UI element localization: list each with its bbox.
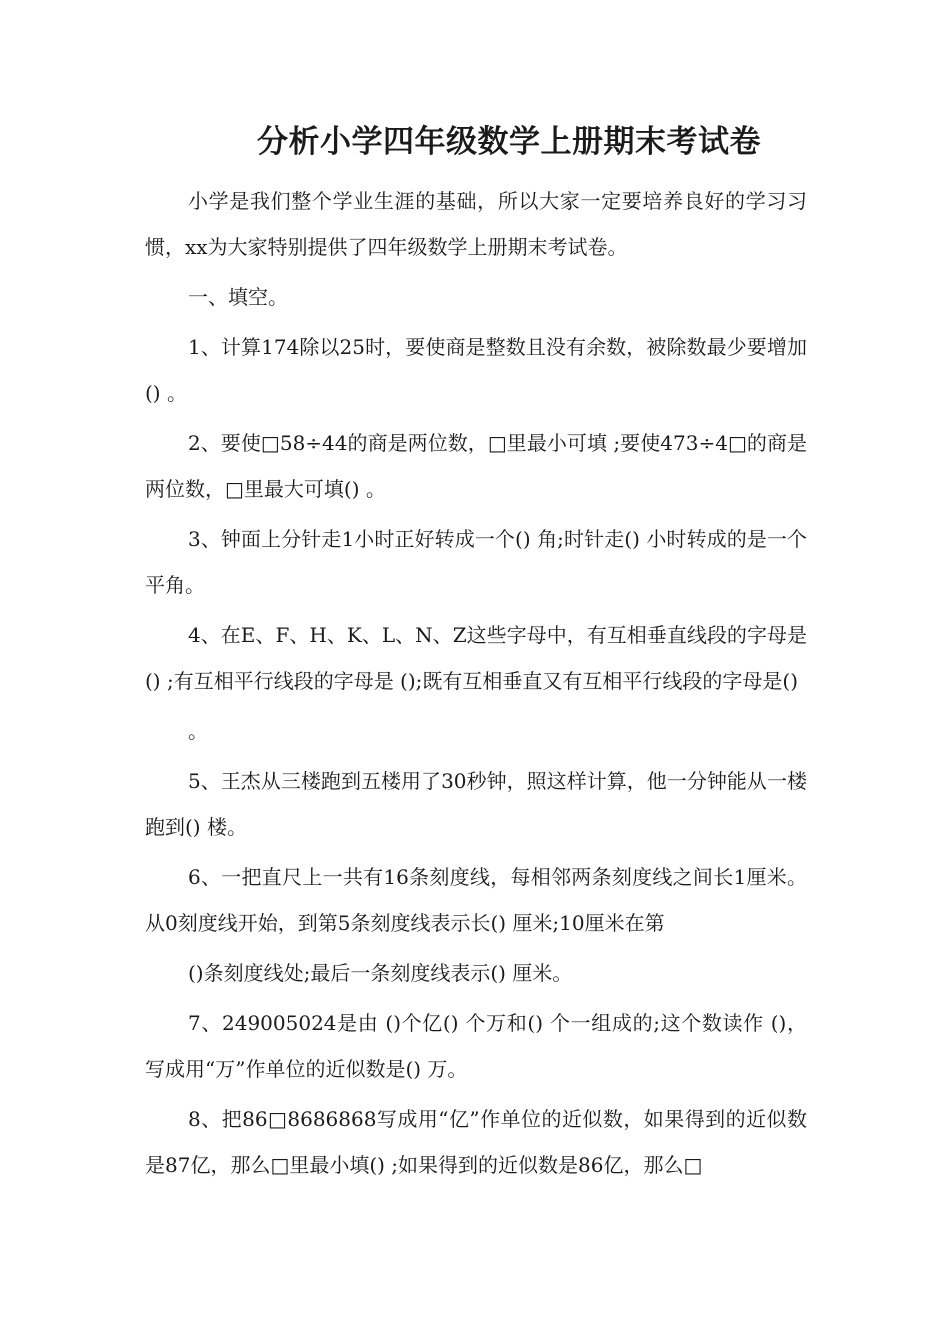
question-6: 6、一把直尺上一共有16条刻度线，每相邻两条刻度线之间长1厘米。从0刻度线开始，到第5条刻度线表示长() 厘米;10厘米在第 — [145, 865, 807, 935]
question-2: 2、要使□58÷44的商是两位数，□里最小可填 ;要使473÷4□的商是两位数，□里最大可填() 。 — [145, 431, 807, 501]
question-4: 4、在E、F、H、K、L、N、Z这些字母中，有互相垂直线段的字母是() ;有互相平行线段的字母是 ();既有互相垂直又有互相平行线段的字母是() — [145, 623, 807, 693]
question-7: 7、249005024是由 ()个亿() 个万和() 个一组成的;这个数读作 ()，写成用“万”作单位的近似数是() 万。 — [145, 1011, 807, 1081]
question-8: 8、把86□8686868写成用“亿”作单位的近似数，如果得到的近似数是87亿，那么□里最小填() ;如果得到的近似数是86亿，那么□ — [145, 1107, 807, 1177]
question-4-end-mark: 。 — [188, 719, 208, 743]
question-3: 3、钟面上分针走1小时正好转成一个() 角;时针走() 小时转成的是一个平角。 — [145, 527, 807, 597]
intro-paragraph: 小学是我们整个学业生涯的基础，所以大家一定要培养良好的学习习惯，xx为大家特别提供了四年级数学上册期末考试卷。 — [145, 189, 807, 259]
question-1: 1、计算174除以25时，要使商是整数且没有余数，被除数最少要增加() 。 — [145, 335, 807, 405]
document-body — [145, 178, 807, 1192]
document-title: 分析小学四年级数学上册期末考试卷 — [257, 124, 761, 160]
question-6-continued: ()条刻度线处;最后一条刻度线表示() 厘米。 — [188, 961, 573, 985]
section-heading-fill-blank: 一、填空。 — [188, 285, 288, 309]
question-5: 5、王杰从三楼跑到五楼用了30秒钟，照这样计算，他一分钟能从一楼跑到() 楼。 — [145, 769, 807, 839]
